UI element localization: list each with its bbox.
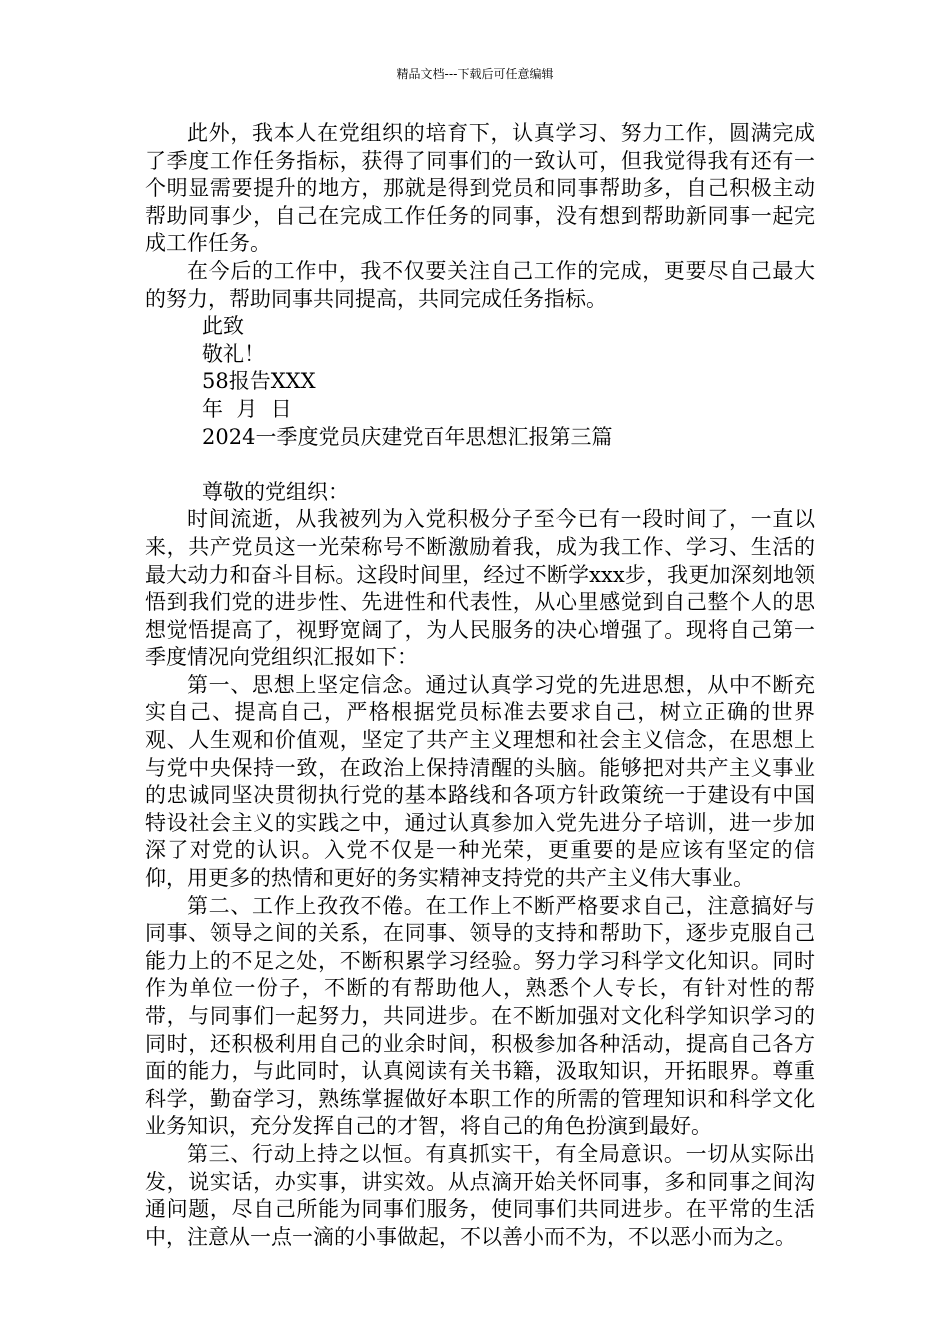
paragraph: 此外，我本人在党组织的培育下，认真学习、努力工作，圆满完成了季度工作任务指标，获得了同事们的一致认可，但我觉得我有还有一个明显需要提升的地方，那就是得到党员和同事帮助多，自己积极主动帮助同事少，自己在完成工作任务的同事，没有想到帮助新同事一起完成工作任务。: [145, 121, 815, 256]
date-line: 年 月 日: [202, 396, 292, 421]
paragraph: 第一、思想上坚定信念。通过认真学习党的先进思想，从中不断充实自己、提高自己，严格根据党员标准去要求自己，树立正确的世界观、人生观和价值观，坚定了共产主义理想和社会主义信念，在思想上与党中央保持一致，在政治上保持清醒的头脑。能够把对共产主义事业的忠诚同坚决贯彻执行党的基本路线和各项方针政策统一于建设有中国特设社会主义的实践之中，通过认真参加入党先进分子培训，进一步加深了对党的认识。入党不仅是一种光荣，更重要的是应该有坚定的信仰，用更多的热情和更好的务实精神支持党的共产主义伟大事业。: [145, 672, 815, 891]
paragraph: 第三、行动上持之以恒。有真抓实干，有全局意识。一切从实际出发，说实话，办实事，讲实效。从点滴开始关怀同事，多和同事之间沟通问题，尽自己所能为同事们服务，使同事们共同进步。在平常的生活中，注意从一点一滴的小事做起，不以善小而不为，不以恶小而为之。: [145, 1141, 815, 1249]
paragraph: 时间流逝，从我被列为入党积极分子至今已有一段时间了，一直以来，共产党员这一光荣称号不断激励着我，成为我工作、学习、生活的最大动力和奋斗目标。这段时间里，经过不断学xxx步，我更加深刻地领悟到我们党的进步性、先进性和代表性，从心里感觉到自己整个人的思想觉悟提高了，视野宽阔了，为人民服务的决心增强了。现将自己第一季度情况向党组织汇报如下：: [145, 507, 815, 670]
salutation: 尊敬的党组织：: [202, 479, 349, 504]
paragraph: 第二、工作上孜孜不倦。在工作上不断严格要求自己，注意搞好与同事、领导之间的关系，在同事、领导的支持和帮助下，逐步克服自己能力上的不足之处，不断积累学习经验。努力学习科学文化知识。同时作为单位一份子，不断的有帮助他人，熟悉个人专长，有针对性的帮带，与同事们一起努力，共同进步。在不断加强对文化科学知识学习的同时，还积极利用自己的业余时间，积极参加各种活动，提高自己各方面的能力，与此同时，认真阅读有关书籍，汲取知识，开拓眼界。尊重科学，勤奋学习，熟练掌握做好本职工作的所需的管理知识和科学文化业务知识，充分发挥自己的才智，将自己的角色扮演到最好。: [145, 893, 815, 1139]
section-title: 2024一季度党员庆建党百年思想汇报第三篇: [202, 424, 613, 449]
closing-salute: 敬礼！: [202, 341, 265, 366]
closing-greeting: 此致: [202, 314, 244, 339]
blank-line: [145, 451, 815, 479]
paragraph: 在今后的工作中，我不仅要关注自己工作的完成，更要尽自己最大的努力，帮助同事共同提高，共同完成任务指标。: [145, 258, 815, 311]
document-body: [145, 120, 815, 1251]
page-header: 精品文档---下载后可任意编辑: [396, 67, 554, 81]
signature: 58报告XXX: [202, 369, 316, 394]
